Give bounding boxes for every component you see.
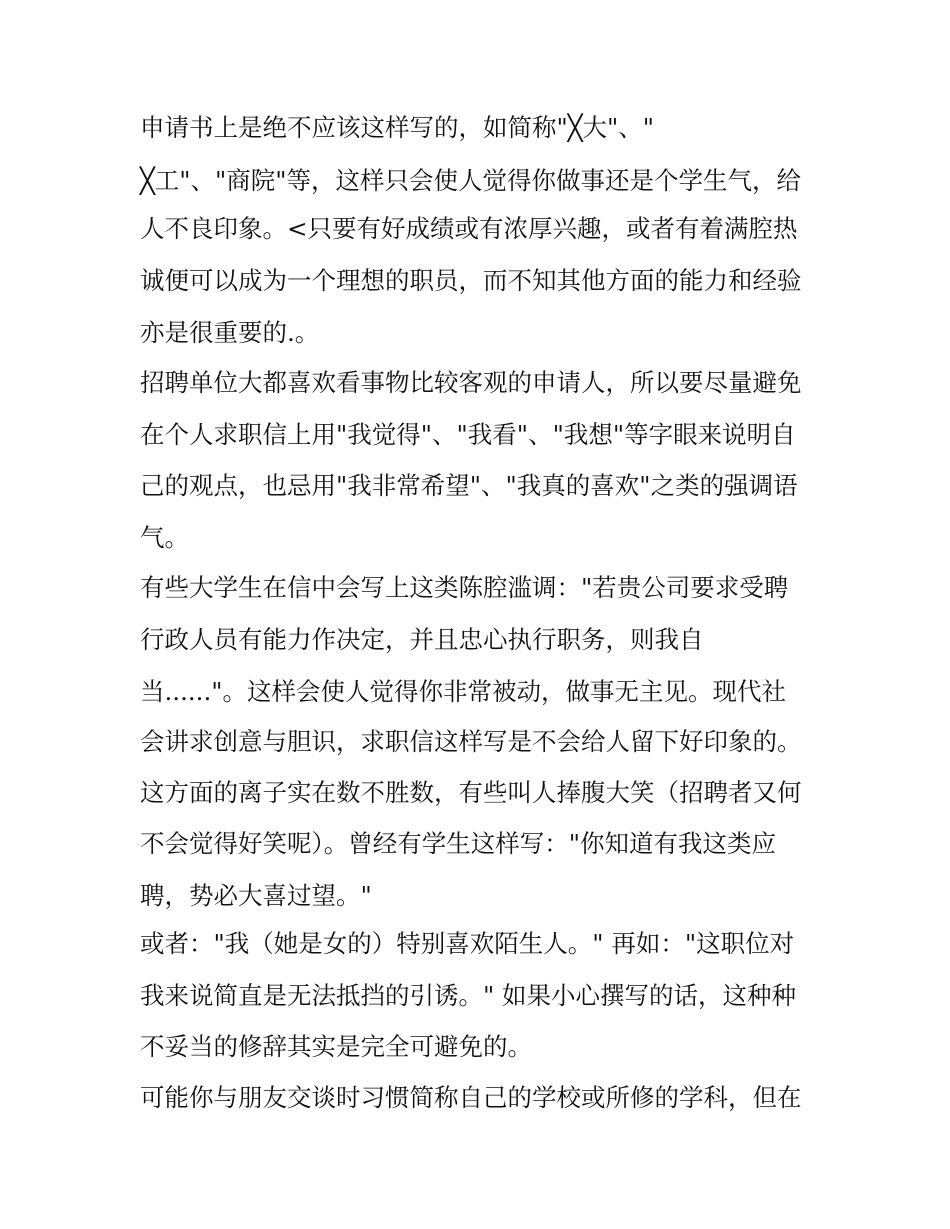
text-line: 或者："我（她是女的）特别喜欢陌生人。" 再如："这职位对 <box>140 929 795 958</box>
text-line: 会讲求创意与胆识，求职信这样写是不会给人留下好印象的。 <box>140 727 802 756</box>
text-line: 聘，势必大喜过望。" <box>140 881 372 910</box>
text-line: 气。 <box>140 523 189 552</box>
text-line: 申请书上是绝不应该这样写的，如简称"╳大"、" <box>140 113 655 142</box>
text-line: 招聘单位大都喜欢看事物比较客观的申请人，所以要尽量避免 <box>140 368 802 397</box>
text-line: 不会觉得好笑呢）。曾经有学生这样写："你知道有我这类应 <box>140 829 777 858</box>
text-line: 诚便可以成为一个理想的职员，而不知其他方面的能力和经验 <box>140 266 802 295</box>
text-line: 人不良印象。<只要有好成绩或有浓厚兴趣，或者有着满腔热 <box>140 214 798 243</box>
text-line: 有些大学生在信中会写上这类陈腔滥调："若贵公司要求受聘 <box>140 573 789 602</box>
text-line: 当......"。这样会使人觉得你非常被动，做事无主见。现代社 <box>140 677 786 706</box>
text-line: 亦是很重要的.。 <box>140 318 320 347</box>
text-line: 我来说简直是无法抵挡的引诱。" 如果小心撰写的话，这种种 <box>140 981 797 1010</box>
text-line: 在个人求职信上用"我觉得"、"我看"、"我想"等字眼来说明自 <box>140 420 796 449</box>
text-line: ╳工"、"商院"等，这样只会使人觉得你做事还是个学生气，给 <box>140 166 802 195</box>
text-line: 不妥当的修辞其实是完全可避免的。 <box>140 1032 532 1061</box>
text-line: 可能你与朋友交谈时习惯简称自己的学校或所修的学科，但在 <box>140 1083 802 1112</box>
text-line: 行政人员有能力作决定，并且忠心执行职务，则我自 <box>140 625 704 654</box>
text-line: 这方面的离子实在数不胜数，有些叫人捧腹大笑（招聘者又何 <box>140 778 802 807</box>
text-line: 己的观点，也忌用"我非常希望"、"我真的喜欢"之类的强调语 <box>140 471 798 500</box>
